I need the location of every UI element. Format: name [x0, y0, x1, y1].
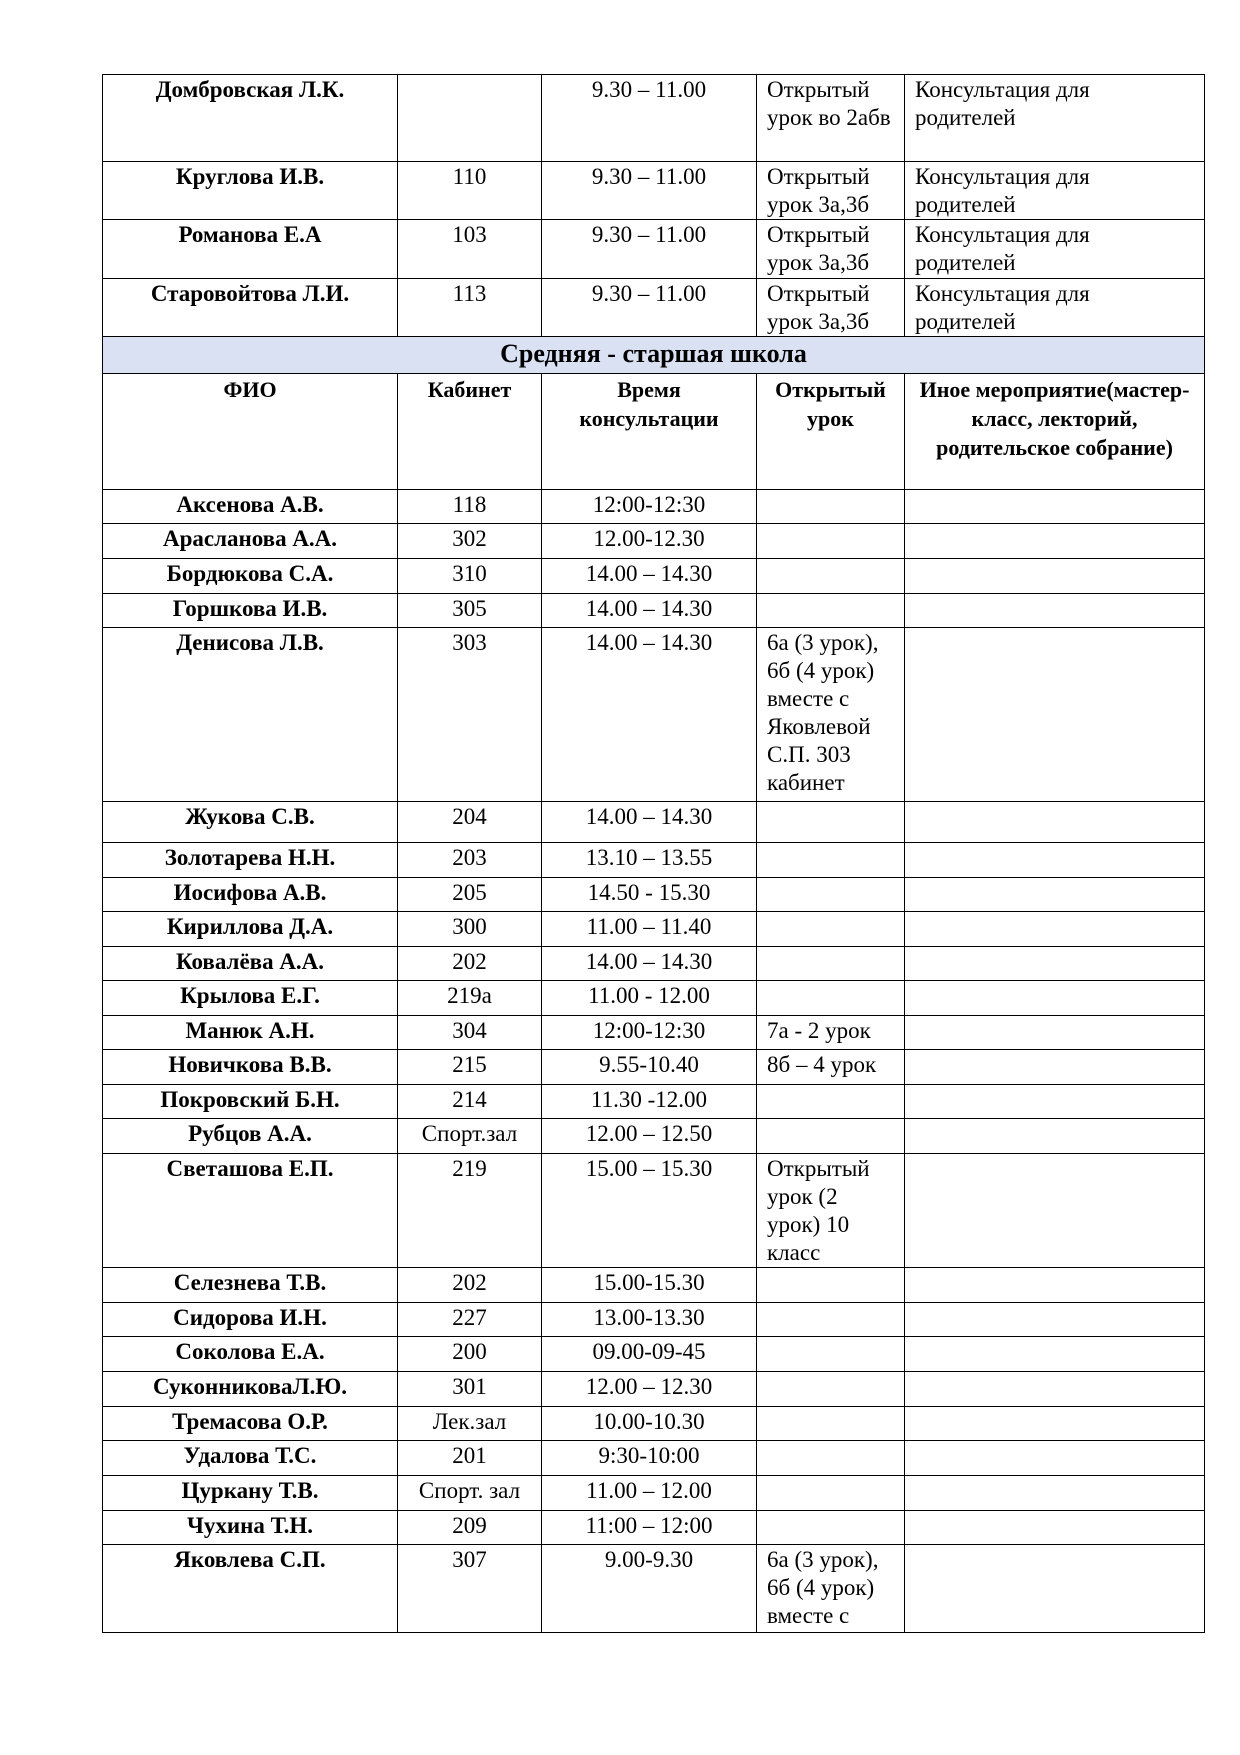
- header-event: Иное мероприятие(мастер-класс, лекторий, родительское собрание): [905, 374, 1205, 490]
- other-event: [905, 1476, 1205, 1511]
- table-row: [103, 279, 1205, 337]
- consultation-time: 10.00-10.30: [542, 1407, 757, 1441]
- room-cell: 219а: [398, 981, 542, 1016]
- table-row: [103, 559, 1205, 594]
- teacher-rows: [103, 490, 1205, 1633]
- consultation-time: 11.00 – 12.00: [542, 1476, 757, 1511]
- consultation-time: 11.00 – 11.40: [542, 912, 757, 947]
- room-cell: 302: [398, 524, 542, 559]
- consultation-schedule-table: [102, 74, 1205, 1633]
- other-event: [905, 559, 1205, 594]
- open-lesson: Открытый урок 3а,3б: [757, 162, 905, 220]
- room-cell: 209: [398, 1511, 542, 1545]
- teacher-name: Горшкова И.В.: [103, 594, 398, 628]
- table-row: [103, 220, 1205, 279]
- open-lesson: [757, 947, 905, 981]
- open-lesson: [757, 878, 905, 912]
- teacher-name: Жукова С.В.: [103, 802, 398, 843]
- section-row: [103, 337, 1205, 374]
- other-event: [905, 1016, 1205, 1050]
- table-row: [103, 1545, 1205, 1633]
- other-event: Консультация для родителей: [905, 220, 1205, 279]
- other-event: [905, 1303, 1205, 1337]
- room-cell: Спорт. зал: [398, 1476, 542, 1511]
- consultation-time: 13.10 – 13.55: [542, 843, 757, 878]
- room-cell: 204: [398, 802, 542, 843]
- teacher-name: Селезнева Т.В.: [103, 1268, 398, 1303]
- table-row: [103, 1268, 1205, 1303]
- teacher-name: Светашова Е.П.: [103, 1154, 398, 1268]
- other-event: [905, 1050, 1205, 1085]
- room-cell: 103: [398, 220, 542, 279]
- open-lesson: [757, 1441, 905, 1476]
- teacher-name: СуконниковаЛ.Ю.: [103, 1372, 398, 1407]
- open-lesson: [757, 1085, 905, 1119]
- teacher-name: Арасланова А.А.: [103, 524, 398, 559]
- room-cell: [398, 75, 542, 162]
- other-event: Консультация для родителей: [905, 162, 1205, 220]
- consultation-time: 9.30 – 11.00: [542, 279, 757, 337]
- teacher-name: Удалова Т.С.: [103, 1441, 398, 1476]
- table-row: [103, 1016, 1205, 1050]
- other-event: Консультация для родителей: [905, 279, 1205, 337]
- other-event: [905, 1511, 1205, 1545]
- open-lesson: [757, 1119, 905, 1154]
- other-event: [905, 843, 1205, 878]
- other-event: Консультация для родителей: [905, 75, 1205, 162]
- room-cell: Лек.зал: [398, 1407, 542, 1441]
- table-row: [103, 843, 1205, 878]
- table-row: [103, 1441, 1205, 1476]
- room-cell: 113: [398, 279, 542, 337]
- open-lesson: [757, 490, 905, 524]
- teacher-name: Чухина Т.Н.: [103, 1511, 398, 1545]
- open-lesson: [757, 524, 905, 559]
- teacher-name: Кириллова Д.А.: [103, 912, 398, 947]
- room-cell: 200: [398, 1337, 542, 1372]
- open-lesson: [757, 981, 905, 1016]
- table-row: [103, 1337, 1205, 1372]
- table-row: [103, 802, 1205, 843]
- room-cell: 203: [398, 843, 542, 878]
- teacher-name: Крылова Е.Г.: [103, 981, 398, 1016]
- open-lesson: [757, 559, 905, 594]
- consultation-time: 14.00 – 14.30: [542, 628, 757, 802]
- consultation-time: 12.00 – 12.50: [542, 1119, 757, 1154]
- other-event: [905, 1119, 1205, 1154]
- room-cell: 300: [398, 912, 542, 947]
- other-event: [905, 1407, 1205, 1441]
- teacher-name: Покровский Б.Н.: [103, 1085, 398, 1119]
- room-cell: 215: [398, 1050, 542, 1085]
- table-row: [103, 1476, 1205, 1511]
- consultation-time: 14.00 – 14.30: [542, 947, 757, 981]
- teacher-name: Ковалёва А.А.: [103, 947, 398, 981]
- teacher-name: Романова Е.А: [103, 220, 398, 279]
- other-event: [905, 1372, 1205, 1407]
- teacher-name: Тремасова О.Р.: [103, 1407, 398, 1441]
- teacher-name: Аксенова А.В.: [103, 490, 398, 524]
- consultation-time: 12:00-12:30: [542, 1016, 757, 1050]
- other-event: [905, 628, 1205, 802]
- consultation-time: 09.00-09-45: [542, 1337, 757, 1372]
- open-lesson: Открытый урок во 2абв: [757, 75, 905, 162]
- consultation-time: 9.30 – 11.00: [542, 75, 757, 162]
- other-event: [905, 1337, 1205, 1372]
- consultation-time: 13.00-13.30: [542, 1303, 757, 1337]
- room-cell: 110: [398, 162, 542, 220]
- consultation-time: 9.55-10.40: [542, 1050, 757, 1085]
- consultation-time: 9:30-10:00: [542, 1441, 757, 1476]
- room-cell: 303: [398, 628, 542, 802]
- teacher-name: Золотарева Н.Н.: [103, 843, 398, 878]
- consultation-time: 12.00 – 12.30: [542, 1372, 757, 1407]
- teacher-name: Цуркану Т.В.: [103, 1476, 398, 1511]
- open-lesson: Открытый урок 3а,3б: [757, 220, 905, 279]
- consultation-time: 14.00 – 14.30: [542, 594, 757, 628]
- teacher-name: Старовойтова Л.И.: [103, 279, 398, 337]
- open-lesson: [757, 1337, 905, 1372]
- open-lesson: 8б – 4 урок: [757, 1050, 905, 1085]
- table-row: [103, 628, 1205, 802]
- open-lesson: [757, 1476, 905, 1511]
- header-row: [103, 374, 1205, 490]
- consultation-time: 12.00-12.30: [542, 524, 757, 559]
- room-cell: 305: [398, 594, 542, 628]
- other-event: [905, 802, 1205, 843]
- section-title: Средняя - старшая школа: [103, 337, 1205, 374]
- teacher-name: Рубцов А.А.: [103, 1119, 398, 1154]
- other-event: [905, 490, 1205, 524]
- teacher-name: Иосифова А.В.: [103, 878, 398, 912]
- teacher-name: Денисова Л.В.: [103, 628, 398, 802]
- teacher-name: Бордюкова С.А.: [103, 559, 398, 594]
- other-event: [905, 594, 1205, 628]
- other-event: [905, 1154, 1205, 1268]
- teacher-name: Яковлева С.П.: [103, 1545, 398, 1633]
- open-lesson: [757, 843, 905, 878]
- table-row: [103, 162, 1205, 220]
- room-cell: 219: [398, 1154, 542, 1268]
- other-event: [905, 878, 1205, 912]
- header-time: Время консультации: [542, 374, 757, 490]
- table-row: [103, 947, 1205, 981]
- open-lesson: [757, 1303, 905, 1337]
- room-cell: 301: [398, 1372, 542, 1407]
- room-cell: 307: [398, 1545, 542, 1633]
- table-row: [103, 1303, 1205, 1337]
- other-event: [905, 912, 1205, 947]
- room-cell: 214: [398, 1085, 542, 1119]
- open-lesson: [757, 912, 905, 947]
- room-cell: 205: [398, 878, 542, 912]
- consultation-time: 9.30 – 11.00: [542, 162, 757, 220]
- teacher-name: Манюк А.Н.: [103, 1016, 398, 1050]
- other-event: [905, 1268, 1205, 1303]
- table-row: [103, 912, 1205, 947]
- table-row: [103, 524, 1205, 559]
- table-row: [103, 594, 1205, 628]
- header-name: ФИО: [103, 374, 398, 490]
- header-lesson: Открытый урок: [757, 374, 905, 490]
- open-lesson: 7а - 2 урок: [757, 1016, 905, 1050]
- table-row: [103, 1050, 1205, 1085]
- consultation-time: 14.00 – 14.30: [542, 802, 757, 843]
- other-event: [905, 1085, 1205, 1119]
- open-lesson: [757, 802, 905, 843]
- table-row: [103, 75, 1205, 162]
- table-row: [103, 878, 1205, 912]
- consultation-time: 14.50 - 15.30: [542, 878, 757, 912]
- consultation-time: 14.00 – 14.30: [542, 559, 757, 594]
- table-row: [103, 981, 1205, 1016]
- consultation-time: 11.00 - 12.00: [542, 981, 757, 1016]
- room-cell: 304: [398, 1016, 542, 1050]
- open-lesson: [757, 1372, 905, 1407]
- room-cell: 202: [398, 947, 542, 981]
- teacher-name: Соколова Е.А.: [103, 1337, 398, 1372]
- other-event: [905, 524, 1205, 559]
- teacher-name: Круглова И.В.: [103, 162, 398, 220]
- open-lesson: 6а (3 урок), 6б (4 урок) вместе с Яковлевой С.П. 303 кабинет: [757, 628, 905, 802]
- consultation-time: 9.30 – 11.00: [542, 220, 757, 279]
- table-row: [103, 1511, 1205, 1545]
- room-cell: Спорт.зал: [398, 1119, 542, 1154]
- table-row: [103, 1372, 1205, 1407]
- other-event: [905, 947, 1205, 981]
- consultation-time: 12:00-12:30: [542, 490, 757, 524]
- open-lesson: [757, 594, 905, 628]
- header-room: Кабинет: [398, 374, 542, 490]
- table-row: [103, 490, 1205, 524]
- table-row: [103, 1085, 1205, 1119]
- other-event: [905, 1441, 1205, 1476]
- teacher-name: Новичкова В.В.: [103, 1050, 398, 1085]
- table-row: [103, 1407, 1205, 1441]
- consultation-time: 15.00-15.30: [542, 1268, 757, 1303]
- room-cell: 201: [398, 1441, 542, 1476]
- other-event: [905, 981, 1205, 1016]
- consultation-time: 9.00-9.30: [542, 1545, 757, 1633]
- table-row: [103, 1119, 1205, 1154]
- teacher-name: Сидорова И.Н.: [103, 1303, 398, 1337]
- consultation-time: 11:00 – 12:00: [542, 1511, 757, 1545]
- room-cell: 310: [398, 559, 542, 594]
- teacher-name: Домбровская Л.К.: [103, 75, 398, 162]
- open-lesson: Открытый урок (2 урок) 10 класс: [757, 1154, 905, 1268]
- open-lesson: [757, 1511, 905, 1545]
- other-event: [905, 1545, 1205, 1633]
- open-lesson: [757, 1407, 905, 1441]
- table-row: [103, 1154, 1205, 1268]
- room-cell: 227: [398, 1303, 542, 1337]
- open-lesson: [757, 1268, 905, 1303]
- room-cell: 202: [398, 1268, 542, 1303]
- open-lesson: Открытый урок 3а,3б: [757, 279, 905, 337]
- open-lesson: 6а (3 урок), 6б (4 урок) вместе с: [757, 1545, 905, 1633]
- consultation-time: 15.00 – 15.30: [542, 1154, 757, 1268]
- consultation-time: 11.30 -12.00: [542, 1085, 757, 1119]
- room-cell: 118: [398, 490, 542, 524]
